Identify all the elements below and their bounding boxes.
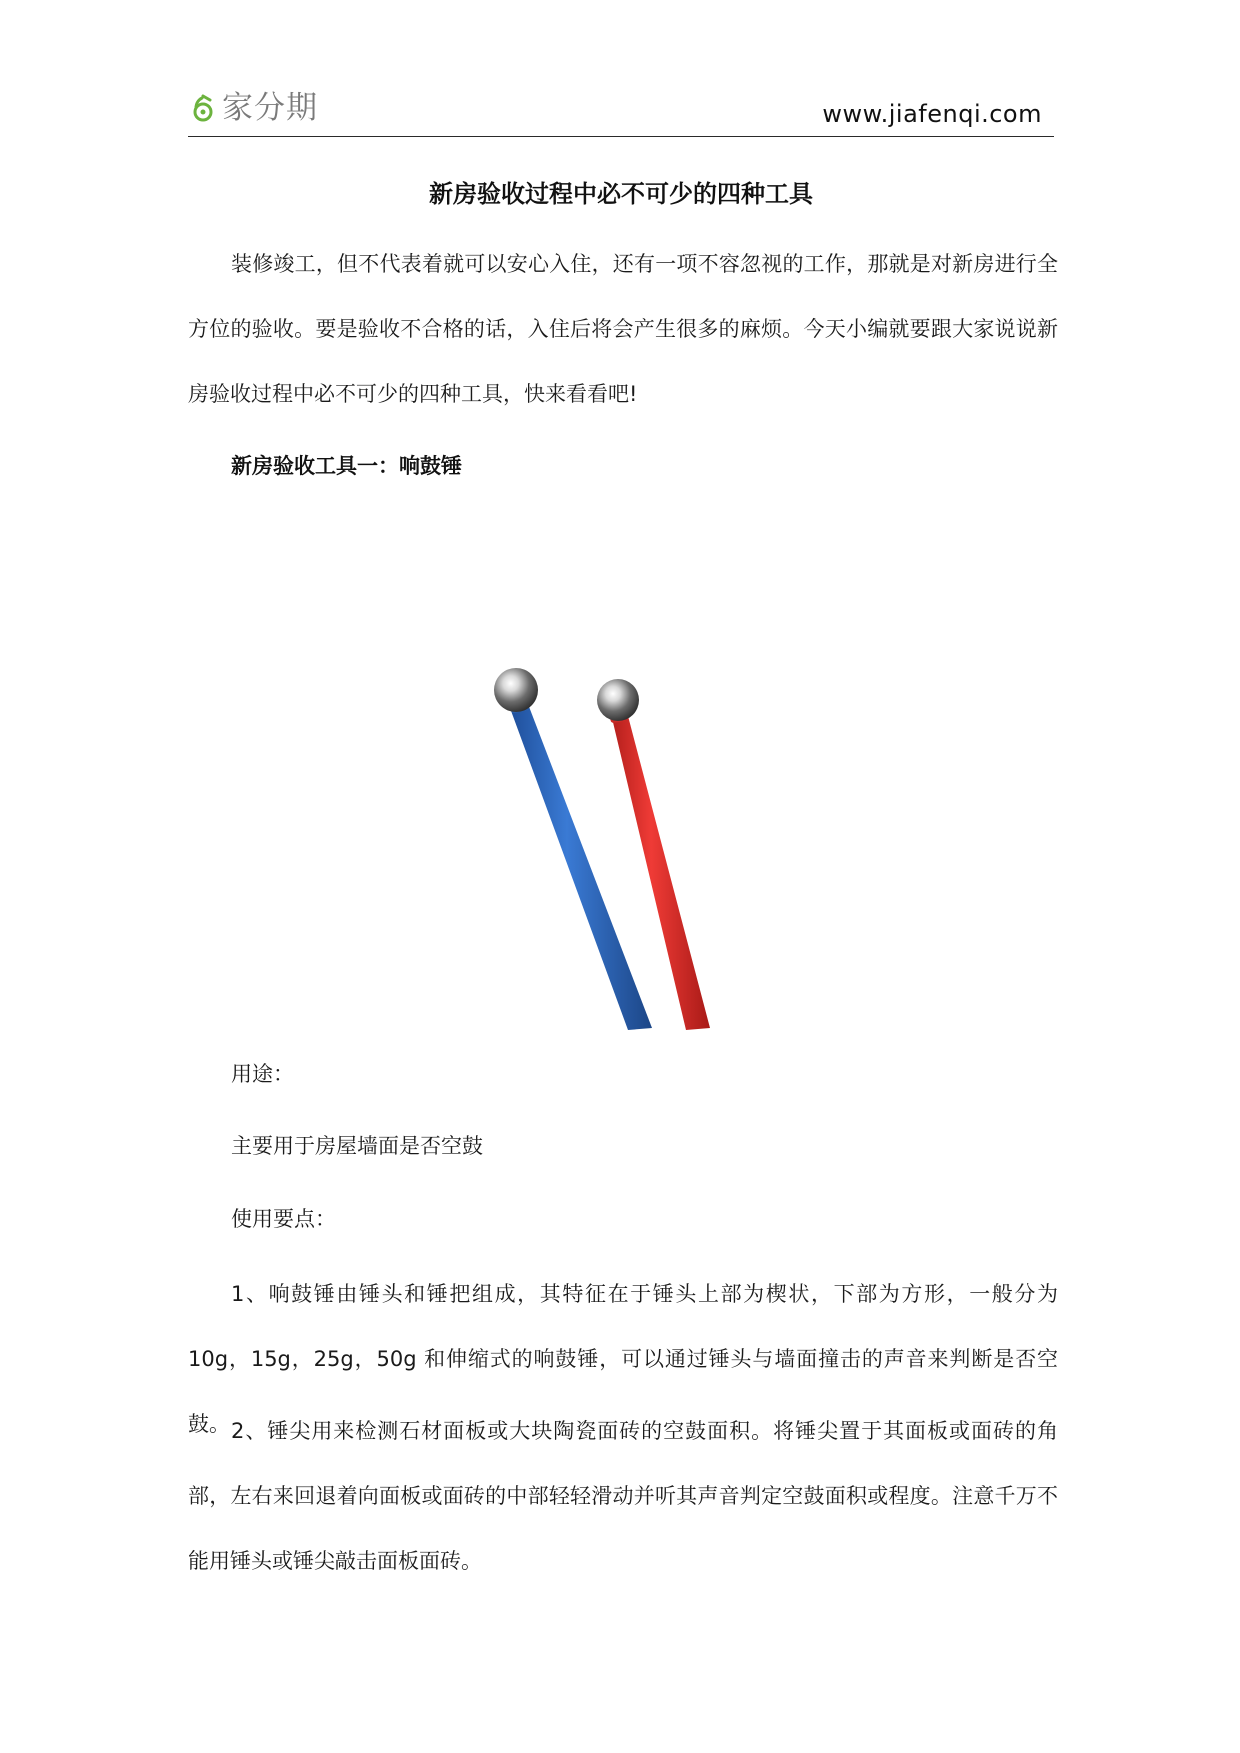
- usage-label: 用途：: [231, 1062, 294, 1086]
- site-url[interactable]: www.jiafenqi.com: [822, 100, 1042, 128]
- red-hammer-ball: [597, 679, 639, 721]
- usage-text: 主要用于房屋墙面是否空鼓: [231, 1134, 483, 1158]
- page-title: 新房验收过程中必不可少的四种工具: [429, 180, 813, 208]
- point-2-paragraph: 2、锤尖用来检测石材面板或大块陶瓷面砖的空鼓面积。将锤尖置于其面板或面砖的角部，左右来回退着向面板或面砖的中部轻轻滑动并听其声音判定空鼓面积或程度。注意千万不能用锤头或锤尖敲击面板面砖。: [188, 1419, 1058, 1573]
- hollow-drum-hammer-photo: [460, 660, 780, 1030]
- blue-hammer-ball: [494, 668, 538, 712]
- section-heading-tool-1: 新房验收工具一：响鼓锤: [231, 454, 462, 478]
- intro-paragraph: 装修竣工，但不代表着就可以安心入住，还有一项不容忽视的工作，那就是对新房进行全方位的验收。要是验收不合格的话，入住后将会产生很多的麻烦。今天小编就要跟大家说说新房验收过程中必不可少的四种工具，快来看看吧!: [188, 252, 1058, 406]
- logo-text: 家分期: [222, 90, 318, 126]
- house-leaf-logo-icon: [188, 90, 216, 126]
- points-label: 使用要点：: [231, 1207, 336, 1231]
- point-1-paragraph: 1、响鼓锤由锤头和锤把组成，其特征在于锤头上部为楔状，下部为方形，一般分为 10g，15g，25g，50g 和伸缩式的响鼓锤，可以通过锤头与墙面撞击的声音来判断是否空鼓。: [188, 1282, 1058, 1436]
- page-header: [188, 80, 1054, 137]
- brand-logo[interactable]: [188, 88, 318, 128]
